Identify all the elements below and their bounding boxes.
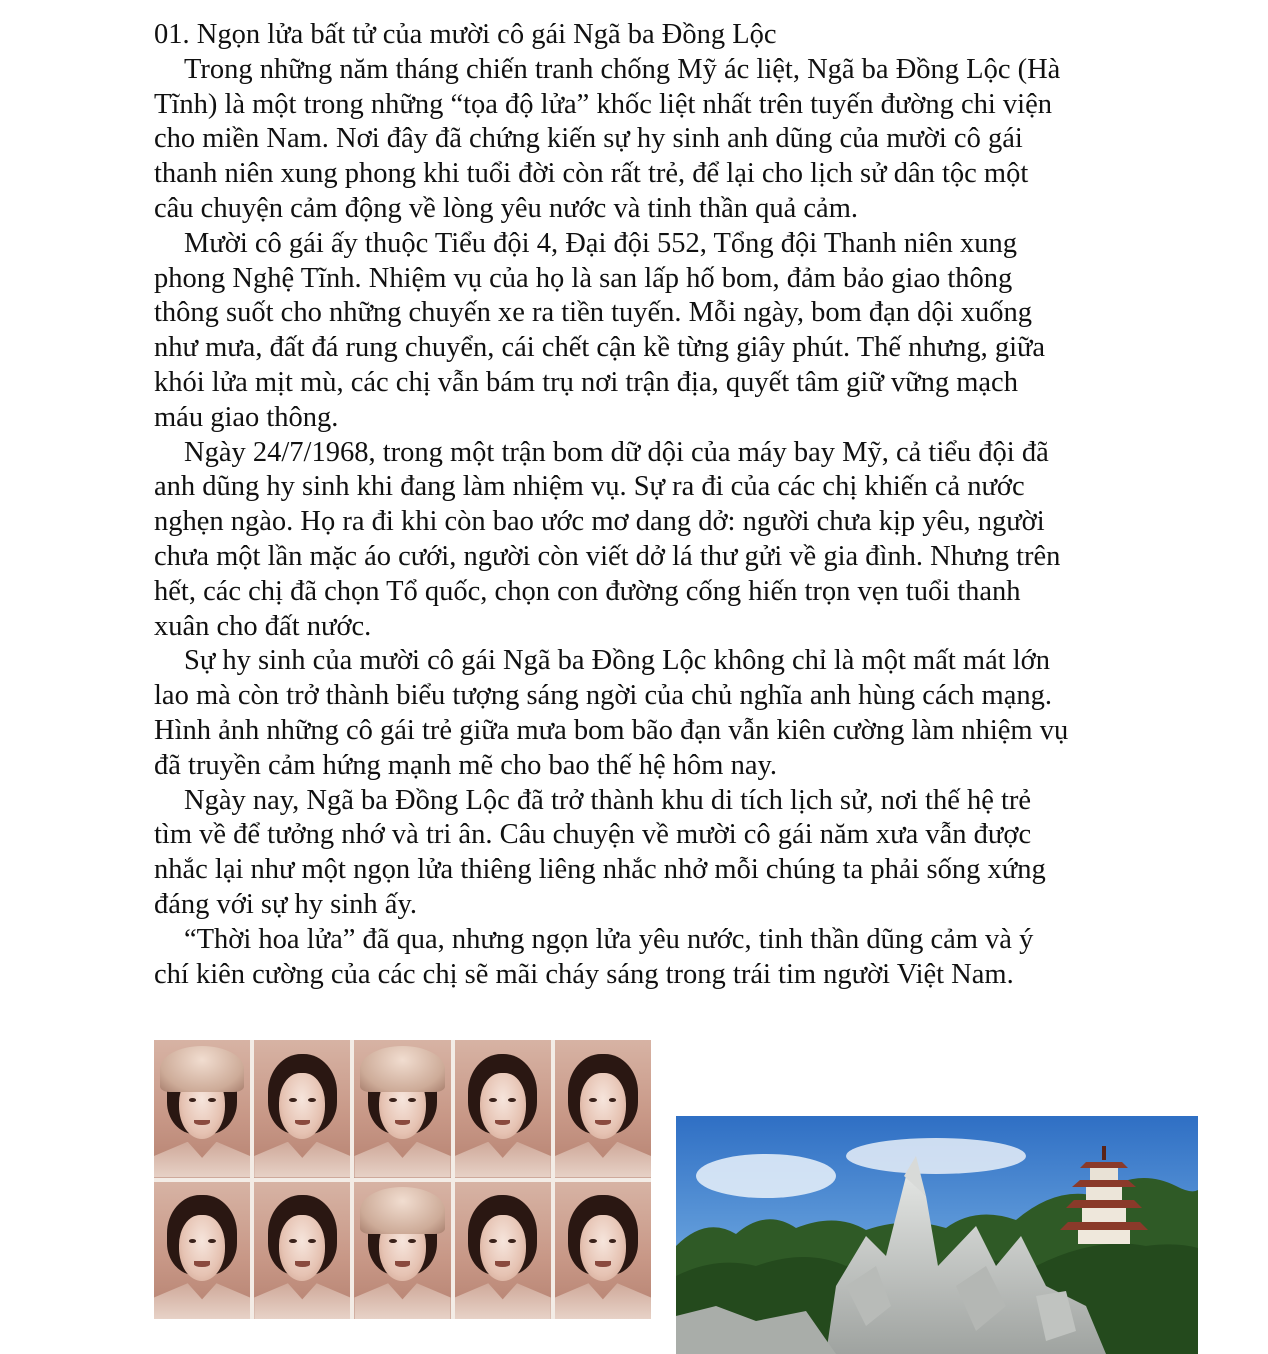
- text-line: lao mà còn trở thành biểu tượng sáng ngời của chủ nghĩa anh hùng cách mạng.: [154, 680, 1053, 712]
- portrait-collar: [154, 1142, 250, 1178]
- paragraph-2: [154, 227, 1139, 436]
- text-line: nhắc lại như một ngọn lửa thiêng liêng nhắc nhở mỗi chúng ta phải sống xứng: [154, 854, 1046, 886]
- text-line: xuân cho đất nước.: [154, 610, 372, 642]
- paragraph-3: [154, 436, 1139, 645]
- text-line: Trong những năm tháng chiến tranh chống Mỹ ác liệt, Ngã ba Đồng Lộc (Hà: [184, 53, 1061, 85]
- portrait-hat: [160, 1046, 245, 1093]
- portrait-eye: [489, 1098, 497, 1102]
- memorial-illustration: [676, 1116, 1198, 1354]
- portrait-face: [580, 1215, 626, 1281]
- portrait-face: [179, 1215, 225, 1281]
- portrait-hat: [360, 1187, 445, 1234]
- text-line: đã truyền cảm hứng mạnh mẽ cho bao thế hệ hôm nay.: [154, 749, 777, 781]
- portrait-photo: [455, 1040, 551, 1178]
- memorial-photo: [676, 1116, 1198, 1354]
- portrait-mouth: [395, 1261, 410, 1267]
- text-line: Ngày 24/7/1968, trong một trận bom dữ dội của máy bay Mỹ, cả tiểu đội đã: [184, 436, 1049, 468]
- paragraph-5: [154, 784, 1139, 923]
- portrait-face: [279, 1073, 325, 1139]
- text-line: máu giao thông.: [154, 401, 339, 433]
- text-line: Tĩnh) là một trong những “tọa độ lửa” khốc liệt nhất trên tuyến đường chi viện: [154, 88, 1052, 120]
- cloud: [696, 1154, 836, 1198]
- portrait-face: [580, 1073, 626, 1139]
- portrait-collar: [254, 1283, 350, 1319]
- text-line: hết, các chị đã chọn Tổ quốc, chọn con đường cống hiến trọn vẹn tuổi thanh: [154, 575, 1021, 607]
- portrait-mouth: [194, 1261, 209, 1267]
- portrait-collar: [555, 1283, 651, 1319]
- portrait-collar: [254, 1142, 350, 1178]
- portrait-eye: [308, 1098, 316, 1102]
- portrait-photo: [154, 1182, 250, 1320]
- text-line: “Thời hoa lửa” đã qua, nhưng ngọn lửa yêu nước, tinh thần dũng cảm và ý: [184, 923, 1034, 955]
- portrait-mouth: [595, 1261, 610, 1267]
- portrait-photo: [555, 1182, 651, 1320]
- portrait-collage-image: [154, 1040, 651, 1319]
- text-line: thanh niên xung phong khi tuổi đời còn rất trẻ, để lại cho lịch sử dân tộc một: [154, 158, 1029, 190]
- portrait-mouth: [295, 1261, 310, 1267]
- portrait-collar: [455, 1142, 551, 1178]
- portrait-face: [279, 1215, 325, 1281]
- portrait-photo: [254, 1182, 350, 1320]
- portrait-eye: [508, 1098, 516, 1102]
- paragraph-4: [154, 644, 1139, 783]
- paragraph-1: [154, 53, 1139, 227]
- portrait-collar: [354, 1142, 450, 1178]
- text-line: đáng với sự hy sinh ấy.: [154, 888, 417, 920]
- document-title: 01. Ngọn lửa bất tử của mười cô gái Ngã ba Đồng Lộc: [154, 19, 777, 50]
- text-line: như mưa, đất đá rung chuyển, cái chết cận kề từng giây phút. Thế nhưng, giữa: [154, 332, 1046, 364]
- text-line: Ngày nay, Ngã ba Đồng Lộc đã trở thành khu di tích lịch sử, nơi thế hệ trẻ: [184, 784, 1032, 816]
- text-line: anh dũng hy sinh khi đang làm nhiệm vụ. Sự ra đi của các chị khiến cả nước: [154, 471, 1025, 503]
- portrait-collar: [555, 1142, 651, 1178]
- portrait-photo: [354, 1040, 450, 1178]
- portrait-photo: [455, 1182, 551, 1320]
- text-line: Mười cô gái ấy thuộc Tiểu đội 4, Đại đội 552, Tổng đội Thanh niên xung: [184, 227, 1017, 259]
- paragraph-6: [154, 923, 1139, 993]
- portrait-collar: [455, 1283, 551, 1319]
- document-body: [154, 18, 1139, 992]
- portrait-collar: [354, 1283, 450, 1319]
- portrait-photo: [154, 1040, 250, 1178]
- text-line: chí kiên cường của các chị sẽ mãi cháy sáng trong trái tim người Việt Nam.: [154, 958, 1014, 990]
- portrait-eye: [389, 1098, 397, 1102]
- portrait-eye: [408, 1098, 416, 1102]
- portrait-eye: [609, 1098, 617, 1102]
- portrait-eye: [589, 1098, 597, 1102]
- text-line: tìm về để tưởng nhớ và tri ân. Câu chuyện về mười cô gái năm xưa vẫn được: [154, 819, 1032, 851]
- text-line: câu chuyện cảm động về lòng yêu nước và tinh thần quả cảm.: [154, 192, 858, 224]
- portrait-eye: [208, 1098, 216, 1102]
- text-line: chưa một lần mặc áo cưới, người còn viết dở lá thư gửi về gia đình. Nhưng trên: [154, 540, 1061, 572]
- portrait-collar: [154, 1283, 250, 1319]
- portrait-photo: [254, 1040, 350, 1178]
- text-line: cho miền Nam. Nơi đây đã chứng kiến sự hy sinh anh dũng của mười cô gái: [154, 123, 1023, 155]
- portrait-photo: [555, 1040, 651, 1178]
- portrait-face: [480, 1215, 526, 1281]
- text-line: phong Nghệ Tĩnh. Nhiệm vụ của họ là san lấp hố bom, đảm bảo giao thông: [154, 262, 1013, 294]
- cloud: [846, 1138, 1026, 1174]
- text-line: nghẹn ngào. Họ ra đi khi còn bao ước mơ dang dở: người chưa kịp yêu, người: [154, 506, 1045, 538]
- portrait-hat: [360, 1046, 445, 1093]
- portrait-photo: [354, 1182, 450, 1320]
- text-line: thông suốt cho những chuyến xe ra tiền tuyến. Mỗi ngày, bom đạn dội xuống: [154, 297, 1032, 329]
- portrait-eye: [289, 1098, 297, 1102]
- portrait-face: [480, 1073, 526, 1139]
- portrait-eye: [189, 1098, 197, 1102]
- text-line: Sự hy sinh của mười cô gái Ngã ba Đồng Lộc không chỉ là một mất mát lớn: [184, 645, 1051, 677]
- text-line: Hình ảnh những cô gái trẻ giữa mưa bom bão đạn vẫn kiên cường làm nhiệm vụ: [154, 714, 1069, 746]
- portrait-mouth: [495, 1261, 510, 1267]
- text-line: khói lửa mịt mù, các chị vẫn bám trụ nơi trận địa, quyết tâm giữ vững mạch: [154, 366, 1018, 398]
